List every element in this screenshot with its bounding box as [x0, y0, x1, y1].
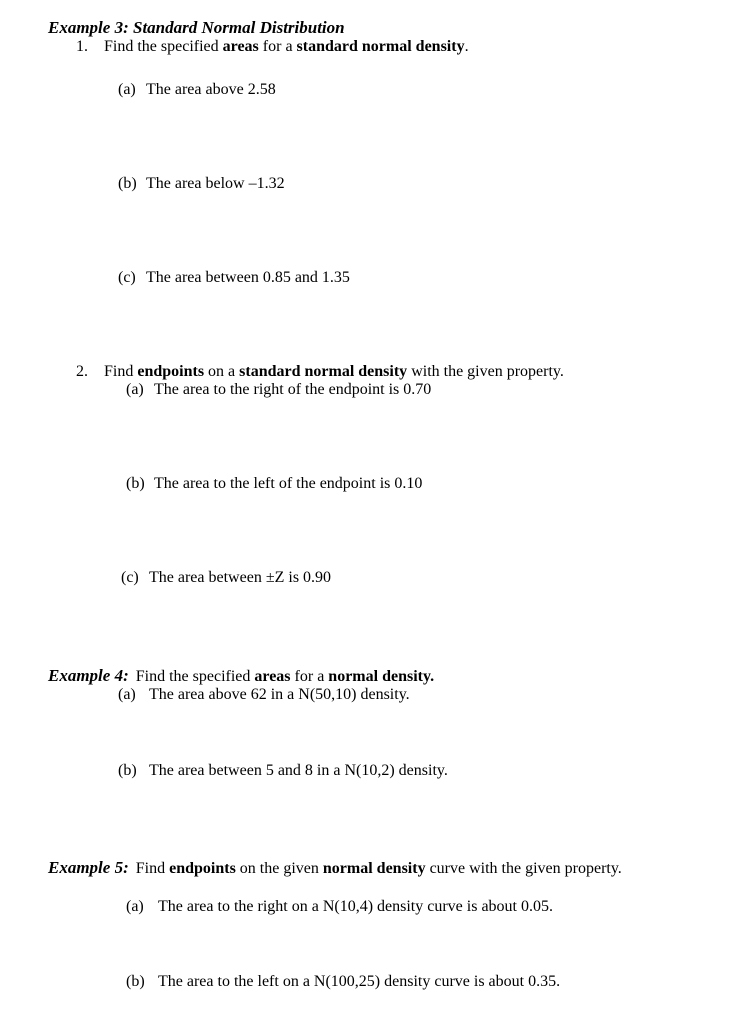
q1-part-a-label: (a) — [118, 81, 136, 98]
q1-part-b — [118, 174, 285, 194]
question-1-text-pre: Find the specified — [104, 38, 223, 55]
example-5-text-mid: on the given — [235, 860, 323, 877]
q1-part-a-text: The area above 2.58 — [146, 81, 276, 98]
example-3-title: Example 3: Standard Normal Distribution — [48, 18, 345, 37]
question-2-text-pre: Find — [104, 363, 138, 380]
example-4 — [48, 666, 434, 687]
q1-part-c-text: The area between 0.85 and 1.35 — [146, 269, 350, 286]
q1-part-c — [118, 268, 350, 288]
question-1 — [76, 37, 469, 57]
example-4-title: Example 4: — [48, 666, 129, 685]
ex5-part-b-label: (b) — [126, 973, 145, 990]
ex5-part-a-text: The area to the right on a N(10,4) density curve is about 0.05. — [158, 898, 553, 915]
ex4-part-b — [118, 761, 448, 781]
q2-part-a — [126, 380, 431, 400]
question-2-text-mid: on a — [204, 363, 240, 380]
q2-part-b-label: (b) — [126, 475, 145, 492]
question-1-text-post: . — [464, 38, 469, 55]
example-5-text-post: curve with the given property. — [425, 860, 622, 877]
ex4-part-a-label: (a) — [118, 686, 136, 703]
q2-part-a-text: The area to the right of the endpoint is 0.70 — [154, 381, 432, 398]
example-4-bold-density: normal density. — [328, 668, 435, 685]
example-5-bold-density: normal density — [322, 860, 426, 877]
question-2-text-post: with the given property. — [407, 363, 564, 380]
q2-part-b — [126, 474, 422, 494]
question-1-text-mid: for a — [258, 38, 297, 55]
question-1-bold-areas: areas — [222, 38, 259, 55]
ex4-part-b-label: (b) — [118, 762, 137, 779]
question-2-bold-endpoints: endpoints — [137, 363, 205, 380]
example-5 — [48, 858, 622, 879]
q1-part-b-label: (b) — [118, 175, 137, 192]
q2-part-c-text: The area between ±Z is 0.90 — [149, 569, 332, 586]
q2-part-c-label: (c) — [121, 569, 139, 586]
q2-part-b-text: The area to the left of the endpoint is 0.10 — [154, 475, 423, 492]
example-5-text-pre: Find — [135, 860, 170, 877]
question-2-number: 2. — [76, 363, 88, 380]
q1-part-b-text: The area below –1.32 — [146, 175, 285, 192]
example-5-bold-endpoints: endpoints — [169, 860, 236, 877]
ex5-part-a — [126, 897, 553, 917]
q1-part-c-label: (c) — [118, 269, 136, 286]
question-2-bold-density: standard normal density — [239, 363, 408, 380]
question-1-number: 1. — [76, 38, 88, 55]
ex5-part-a-label: (a) — [126, 898, 144, 915]
ex5-part-b-text: The area to the left on a N(100,25) density curve is about 0.35. — [158, 973, 561, 990]
example-4-text-pre: Find the specified — [135, 668, 255, 685]
question-1-bold-density: standard normal density — [296, 38, 465, 55]
ex4-part-a — [118, 685, 410, 705]
ex4-part-b-text: The area between 5 and 8 in a N(10,2) density. — [149, 762, 448, 779]
example-5-title: Example 5: — [48, 858, 129, 877]
ex5-part-b — [126, 972, 560, 992]
example-4-bold-areas: areas — [254, 668, 291, 685]
question-2 — [76, 362, 564, 382]
q2-part-a-label: (a) — [126, 381, 144, 398]
ex4-part-a-text: The area above 62 in a N(50,10) density. — [149, 686, 410, 703]
q2-part-c — [121, 568, 331, 588]
example-4-text-mid: for a — [290, 668, 329, 685]
q1-part-a — [118, 80, 276, 100]
